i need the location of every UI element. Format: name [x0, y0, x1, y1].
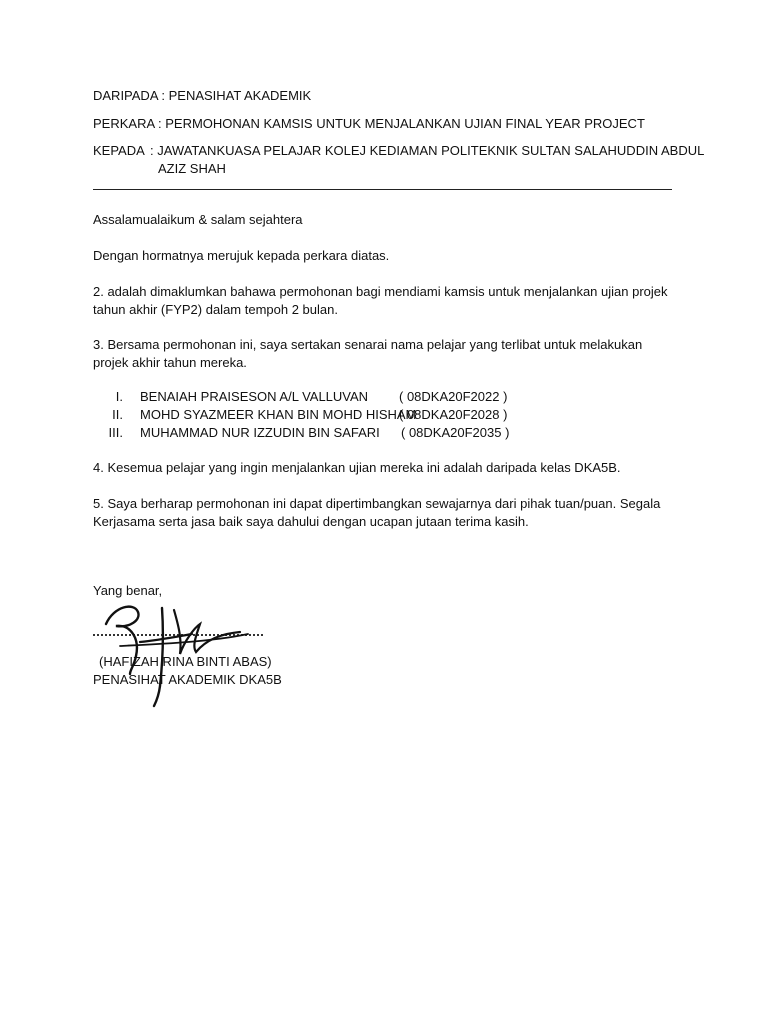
to-recipient-line1: : JAWATANKUASA PELAJAR KOLEJ KEDIAMAN POLITEKNIK SULTAN SALAHUDDIN ABDUL [150, 143, 705, 158]
student-name: MUHAMMAD NUR IZZUDIN BIN SAFARI [140, 425, 380, 440]
to-recipient-line2: AZIZ SHAH [158, 161, 226, 176]
student-name: MOHD SYAZMEER KHAN BIN MOHD HISHAM [140, 407, 417, 422]
signer-name: (HAFIZAH RINA BINTI ABAS) [99, 654, 272, 669]
paragraph-5-line-1: 5. Saya berharap permohonan ini dapat dipertimbangkan sewajarnya dari pihak tuan/puan. Segala [93, 496, 661, 511]
from-line: DARIPADA : PENASIHAT AKADEMIK [93, 88, 312, 103]
paragraph-2-line-2: tahun akhir (FYP2) dalam tempoh 2 bulan. [93, 302, 338, 317]
student-code: ( 08DKA20F2035 ) [401, 425, 510, 440]
signer-title: PENASIHAT AKADEMIK DKA5B [93, 672, 282, 687]
student-code: ( 08DKA20F2028 ) [399, 407, 508, 422]
paragraph-4: 4. Kesemua pelajar yang ingin menjalankan ujian mereka ini adalah daripada kelas DKA5B. [93, 460, 621, 475]
intro-paragraph: Dengan hormatnya merujuk kepada perkara diatas. [93, 248, 390, 263]
student-list-item [93, 424, 510, 442]
paragraph-3-line-2: projek akhir tahun mereka. [93, 355, 247, 370]
paragraph-2-line-1: 2. adalah dimaklumkan bahawa permohonan bagi mendiami kamsis untuk menjalankan ujian projek [93, 284, 668, 299]
list-number: II. [112, 407, 123, 422]
sign-off: Yang benar, [93, 583, 163, 598]
subject-line: PERKARA : PERMOHONAN KAMSIS UNTUK MENJALANKAN UJIAN FINAL YEAR PROJECT [93, 116, 645, 131]
list-number: III. [108, 425, 123, 440]
student-name: BENAIAH PRAISESON A/L VALLUVAN [140, 389, 369, 404]
to-label: KEPADA [93, 143, 145, 158]
student-list-item [93, 406, 508, 424]
to-line [93, 142, 704, 160]
greeting: Assalamualaikum & salam sejahtera [93, 212, 303, 227]
student-code: ( 08DKA20F2022 ) [399, 389, 508, 404]
paragraph-5-line-2: Kerjasama serta jasa baik saya dahului dengan ucapan jutaan terima kasih. [93, 514, 529, 529]
student-list-item [93, 388, 508, 406]
header-divider [93, 189, 672, 190]
list-number: I. [115, 389, 123, 404]
paragraph-3-line-1: 3. Bersama permohonan ini, saya sertakan senarai nama pelajar yang terlibat untuk melakukan [93, 337, 643, 352]
